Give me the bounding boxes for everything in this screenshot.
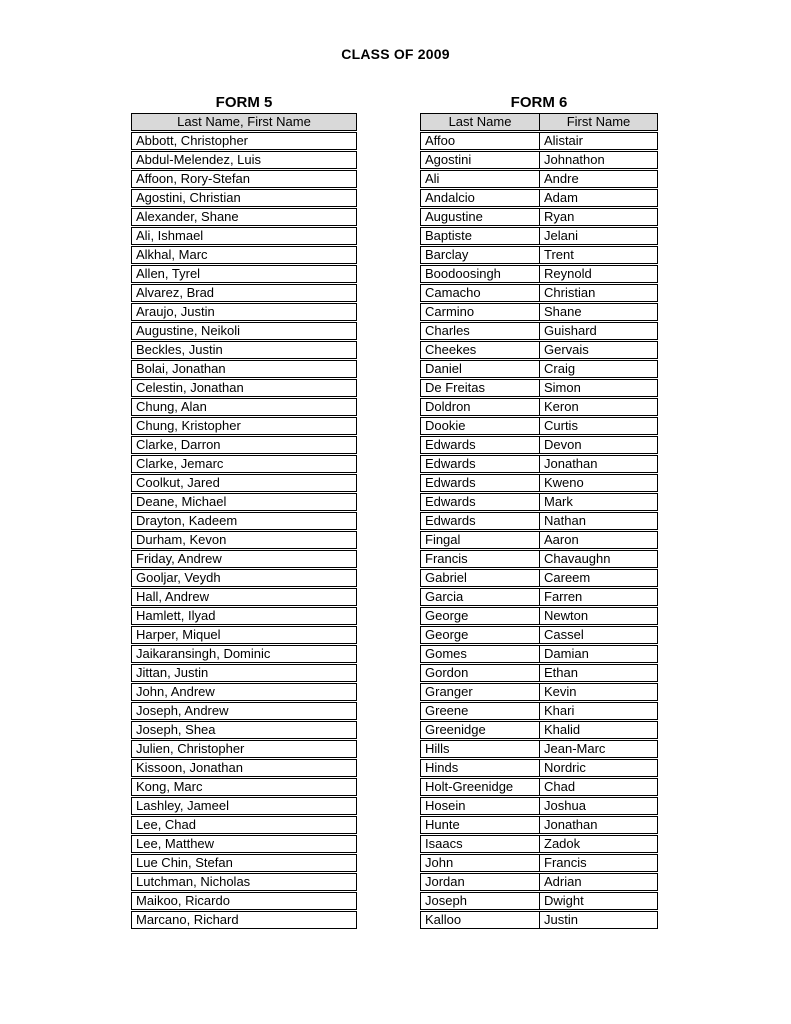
table-row [420,721,658,739]
last-name-cell: Edwards [421,513,540,529]
table-row [131,740,357,758]
student-name-cell: Harper, Miquel [136,627,221,642]
table-row [420,607,658,625]
student-name-cell: Alexander, Shane [136,209,239,224]
student-name-cell: Chung, Kristopher [136,418,241,433]
student-name-cell: Lee, Chad [136,817,196,832]
table-row [131,455,357,473]
last-name-cell: Barclay [421,247,540,263]
student-name-cell: Hall, Andrew [136,589,209,604]
last-name-cell: Affoo [421,133,540,149]
last-name-cell: George [421,608,540,624]
first-name-cell: Chavaughn [544,551,611,566]
first-name-cell: Gervais [544,342,589,357]
first-name-cell: Adrian [544,874,582,889]
first-name-cell: Devon [544,437,582,452]
last-name-cell: De Freitas [421,380,540,396]
table-row [131,911,357,929]
table-row [420,835,658,853]
table-row [420,341,658,359]
last-name-cell: Edwards [421,475,540,491]
student-name-cell: Marcano, Richard [136,912,239,927]
table-row [131,170,357,188]
form6-header-first-name: First Name [566,114,631,129]
student-name-cell: Drayton, Kadeem [136,513,238,528]
student-name-cell: Agostini, Christian [136,190,241,205]
table-row [131,835,357,853]
table-row [131,322,357,340]
last-name-cell: Gordon [421,665,540,681]
last-name-cell: Hunte [421,817,540,833]
first-name-cell: Reynold [544,266,592,281]
first-name-cell: Careem [544,570,591,585]
last-name-cell: Charles [421,323,540,339]
table-row [131,436,357,454]
last-name-cell: Fingal [421,532,540,548]
first-name-cell: Johnathon [544,152,605,167]
first-name-cell: Kweno [544,475,584,490]
table-row [420,854,658,872]
last-name-cell: Kalloo [421,912,540,928]
student-name-cell: Lee, Matthew [136,836,215,851]
table-row [131,531,357,549]
student-name-cell: Allen, Tyrel [136,266,201,281]
last-name-cell: Andalcio [421,190,540,206]
form5-table [131,94,357,930]
first-name-cell: Nathan [544,513,586,528]
student-name-cell: Hamlett, Ilyad [136,608,216,623]
table-row [131,151,357,169]
first-name-cell: Craig [544,361,576,376]
last-name-cell: Camacho [421,285,540,301]
first-name-cell: Zadok [544,836,581,851]
student-name-cell: Araujo, Justin [136,304,215,319]
table-row [131,550,357,568]
form6-heading: FORM 6 [510,94,568,111]
student-name-cell: Friday, Andrew [136,551,222,566]
first-name-cell: Nordric [544,760,586,775]
student-name-cell: Kong, Marc [136,779,203,794]
table-row [131,474,357,492]
table-row [420,778,658,796]
form5-header-row [131,113,357,131]
table-row [131,854,357,872]
first-name-cell: Ryan [544,209,575,224]
last-name-cell: Hills [421,741,540,757]
first-name-cell: Francis [544,855,587,870]
table-row [420,911,658,929]
first-name-cell: Justin [544,912,578,927]
form6-header-row [420,113,658,131]
table-row [131,645,357,663]
table-row [420,189,658,207]
student-name-cell: Durham, Kevon [136,532,227,547]
student-name-cell: John, Andrew [136,684,215,699]
last-name-cell: Doldron [421,399,540,415]
table-row [131,132,357,150]
table-row [131,588,357,606]
last-name-cell: Hosein [421,798,540,814]
first-name-cell: Guishard [544,323,597,338]
student-name-cell: Abdul-Melendez, Luis [136,152,262,167]
form6-header-last-name: Last Name [421,114,540,130]
table-row [131,626,357,644]
last-name-cell: John [421,855,540,871]
first-name-cell: Khari [544,703,575,718]
table-row [420,284,658,302]
first-name-cell: Farren [544,589,583,604]
table-row [131,816,357,834]
table-row [131,892,357,910]
table-row [420,360,658,378]
table-row [131,607,357,625]
first-name-cell: Kevin [544,684,577,699]
table-row [131,493,357,511]
first-name-cell: Chad [544,779,576,794]
table-row [420,626,658,644]
first-name-cell: Simon [544,380,581,395]
student-name-cell: Clarke, Jemarc [136,456,224,471]
student-name-cell: Joseph, Andrew [136,703,229,718]
first-name-cell: Damian [544,646,589,661]
student-name-cell: Kissoon, Jonathan [136,760,243,775]
table-row [420,303,658,321]
first-name-cell: Ethan [544,665,578,680]
table-row [131,265,357,283]
table-row [420,227,658,245]
student-name-cell: Augustine, Neikoli [136,323,241,338]
first-name-cell: Andre [544,171,579,186]
table-row [420,132,658,150]
student-name-cell: Lutchman, Nicholas [136,874,251,889]
student-name-cell: Clarke, Darron [136,437,221,452]
table-row [131,721,357,739]
student-name-cell: Lue Chin, Stefan [136,855,233,870]
last-name-cell: Granger [421,684,540,700]
last-name-cell: George [421,627,540,643]
student-name-cell: Ali, Ishmael [136,228,204,243]
table-row [420,569,658,587]
last-name-cell: Jordan [421,874,540,890]
first-name-cell: Jelani [544,228,578,243]
student-name-cell: Lashley, Jameel [136,798,229,813]
table-row [131,797,357,815]
table-row [420,417,658,435]
table-row [420,759,658,777]
table-row [420,265,658,283]
student-name-cell: Gooljar, Veydh [136,570,221,585]
student-name-cell: Abbott, Christopher [136,133,249,148]
table-row [420,512,658,530]
last-name-cell: Hinds [421,760,540,776]
table-row [131,417,357,435]
last-name-cell: Edwards [421,437,540,453]
student-name-cell: Jaikaransingh, Dominic [136,646,271,661]
student-name-cell: Affoon, Rory-Stefan [136,171,250,186]
first-name-cell: Christian [544,285,596,300]
table-row [131,341,357,359]
first-name-cell: Aaron [544,532,579,547]
first-name-cell: Newton [544,608,589,623]
table-row [420,816,658,834]
table-row [131,664,357,682]
first-name-cell: Joshua [544,798,586,813]
last-name-cell: Baptiste [421,228,540,244]
table-row [131,303,357,321]
table-row [420,550,658,568]
first-name-cell: Khalid [544,722,581,737]
last-name-cell: Gabriel [421,570,540,586]
table-row [420,379,658,397]
table-row [420,398,658,416]
student-name-cell: Alkhal, Marc [136,247,208,262]
table-row [420,873,658,891]
first-name-cell: Trent [544,247,574,262]
student-name-cell: Coolkut, Jared [136,475,220,490]
first-name-cell: Dwight [544,893,584,908]
table-row [420,531,658,549]
table-row [131,569,357,587]
table-row [131,683,357,701]
last-name-cell: Francis [421,551,540,567]
first-name-cell: Jean-Marc [544,741,606,756]
first-name-cell: Keron [544,399,579,414]
last-name-cell: Ali [421,171,540,187]
table-row [420,208,658,226]
last-name-cell: Edwards [421,456,540,472]
last-name-cell: Edwards [421,494,540,510]
table-row [420,892,658,910]
table-row [420,151,658,169]
first-name-cell: Cassel [544,627,584,642]
form5-heading: FORM 5 [215,94,273,111]
table-row [420,588,658,606]
last-name-cell: Garcia [421,589,540,605]
table-row [420,170,658,188]
table-row [420,683,658,701]
student-name-cell: Julien, Christopher [136,741,245,756]
first-name-cell: Jonathan [544,456,598,471]
table-row [131,702,357,720]
form5-header-label: Last Name, First Name [177,114,311,129]
student-name-cell: Celestin, Jonathan [136,380,244,395]
form6-table [420,94,658,930]
last-name-cell: Greenidge [421,722,540,738]
last-name-cell: Holt-Greenidge [421,779,540,795]
last-name-cell: Gomes [421,646,540,662]
table-row [131,873,357,891]
table-row [420,322,658,340]
last-name-cell: Carmino [421,304,540,320]
table-row [131,398,357,416]
last-name-cell: Greene [421,703,540,719]
table-row [131,379,357,397]
student-name-cell: Jittan, Justin [136,665,209,680]
student-name-cell: Chung, Alan [136,399,207,414]
table-row [420,664,658,682]
last-name-cell: Augustine [421,209,540,225]
student-name-cell: Alvarez, Brad [136,285,215,300]
student-name-cell: Deane, Michael [136,494,227,509]
table-row [420,797,658,815]
last-name-cell: Joseph [421,893,540,909]
table-row [131,189,357,207]
table-row [131,227,357,245]
table-row [131,284,357,302]
table-row [131,778,357,796]
table-row [131,208,357,226]
last-name-cell: Daniel [421,361,540,377]
form6-rows [420,132,658,929]
student-name-cell: Joseph, Shea [136,722,216,737]
table-row [420,493,658,511]
first-name-cell: Shane [544,304,582,319]
first-name-cell: Mark [544,494,573,509]
student-name-cell: Beckles, Justin [136,342,223,357]
last-name-cell: Boodoosingh [421,266,540,282]
table-row [420,740,658,758]
student-name-cell: Maikoo, Ricardo [136,893,230,908]
last-name-cell: Dookie [421,418,540,434]
first-name-cell: Jonathan [544,817,598,832]
table-row [131,360,357,378]
last-name-cell: Agostini [421,152,540,168]
page-title: CLASS OF 2009 [341,46,450,62]
student-name-cell: Bolai, Jonathan [136,361,226,376]
table-row [131,759,357,777]
table-row [131,246,357,264]
form5-rows [131,132,357,929]
table-row [420,474,658,492]
table-row [420,702,658,720]
first-name-cell: Alistair [544,133,584,148]
table-row [420,645,658,663]
table-row [420,455,658,473]
first-name-cell: Curtis [544,418,578,433]
last-name-cell: Isaacs [421,836,540,852]
table-row [131,512,357,530]
table-row [420,436,658,454]
last-name-cell: Cheekes [421,342,540,358]
first-name-cell: Adam [544,190,578,205]
table-row [420,246,658,264]
